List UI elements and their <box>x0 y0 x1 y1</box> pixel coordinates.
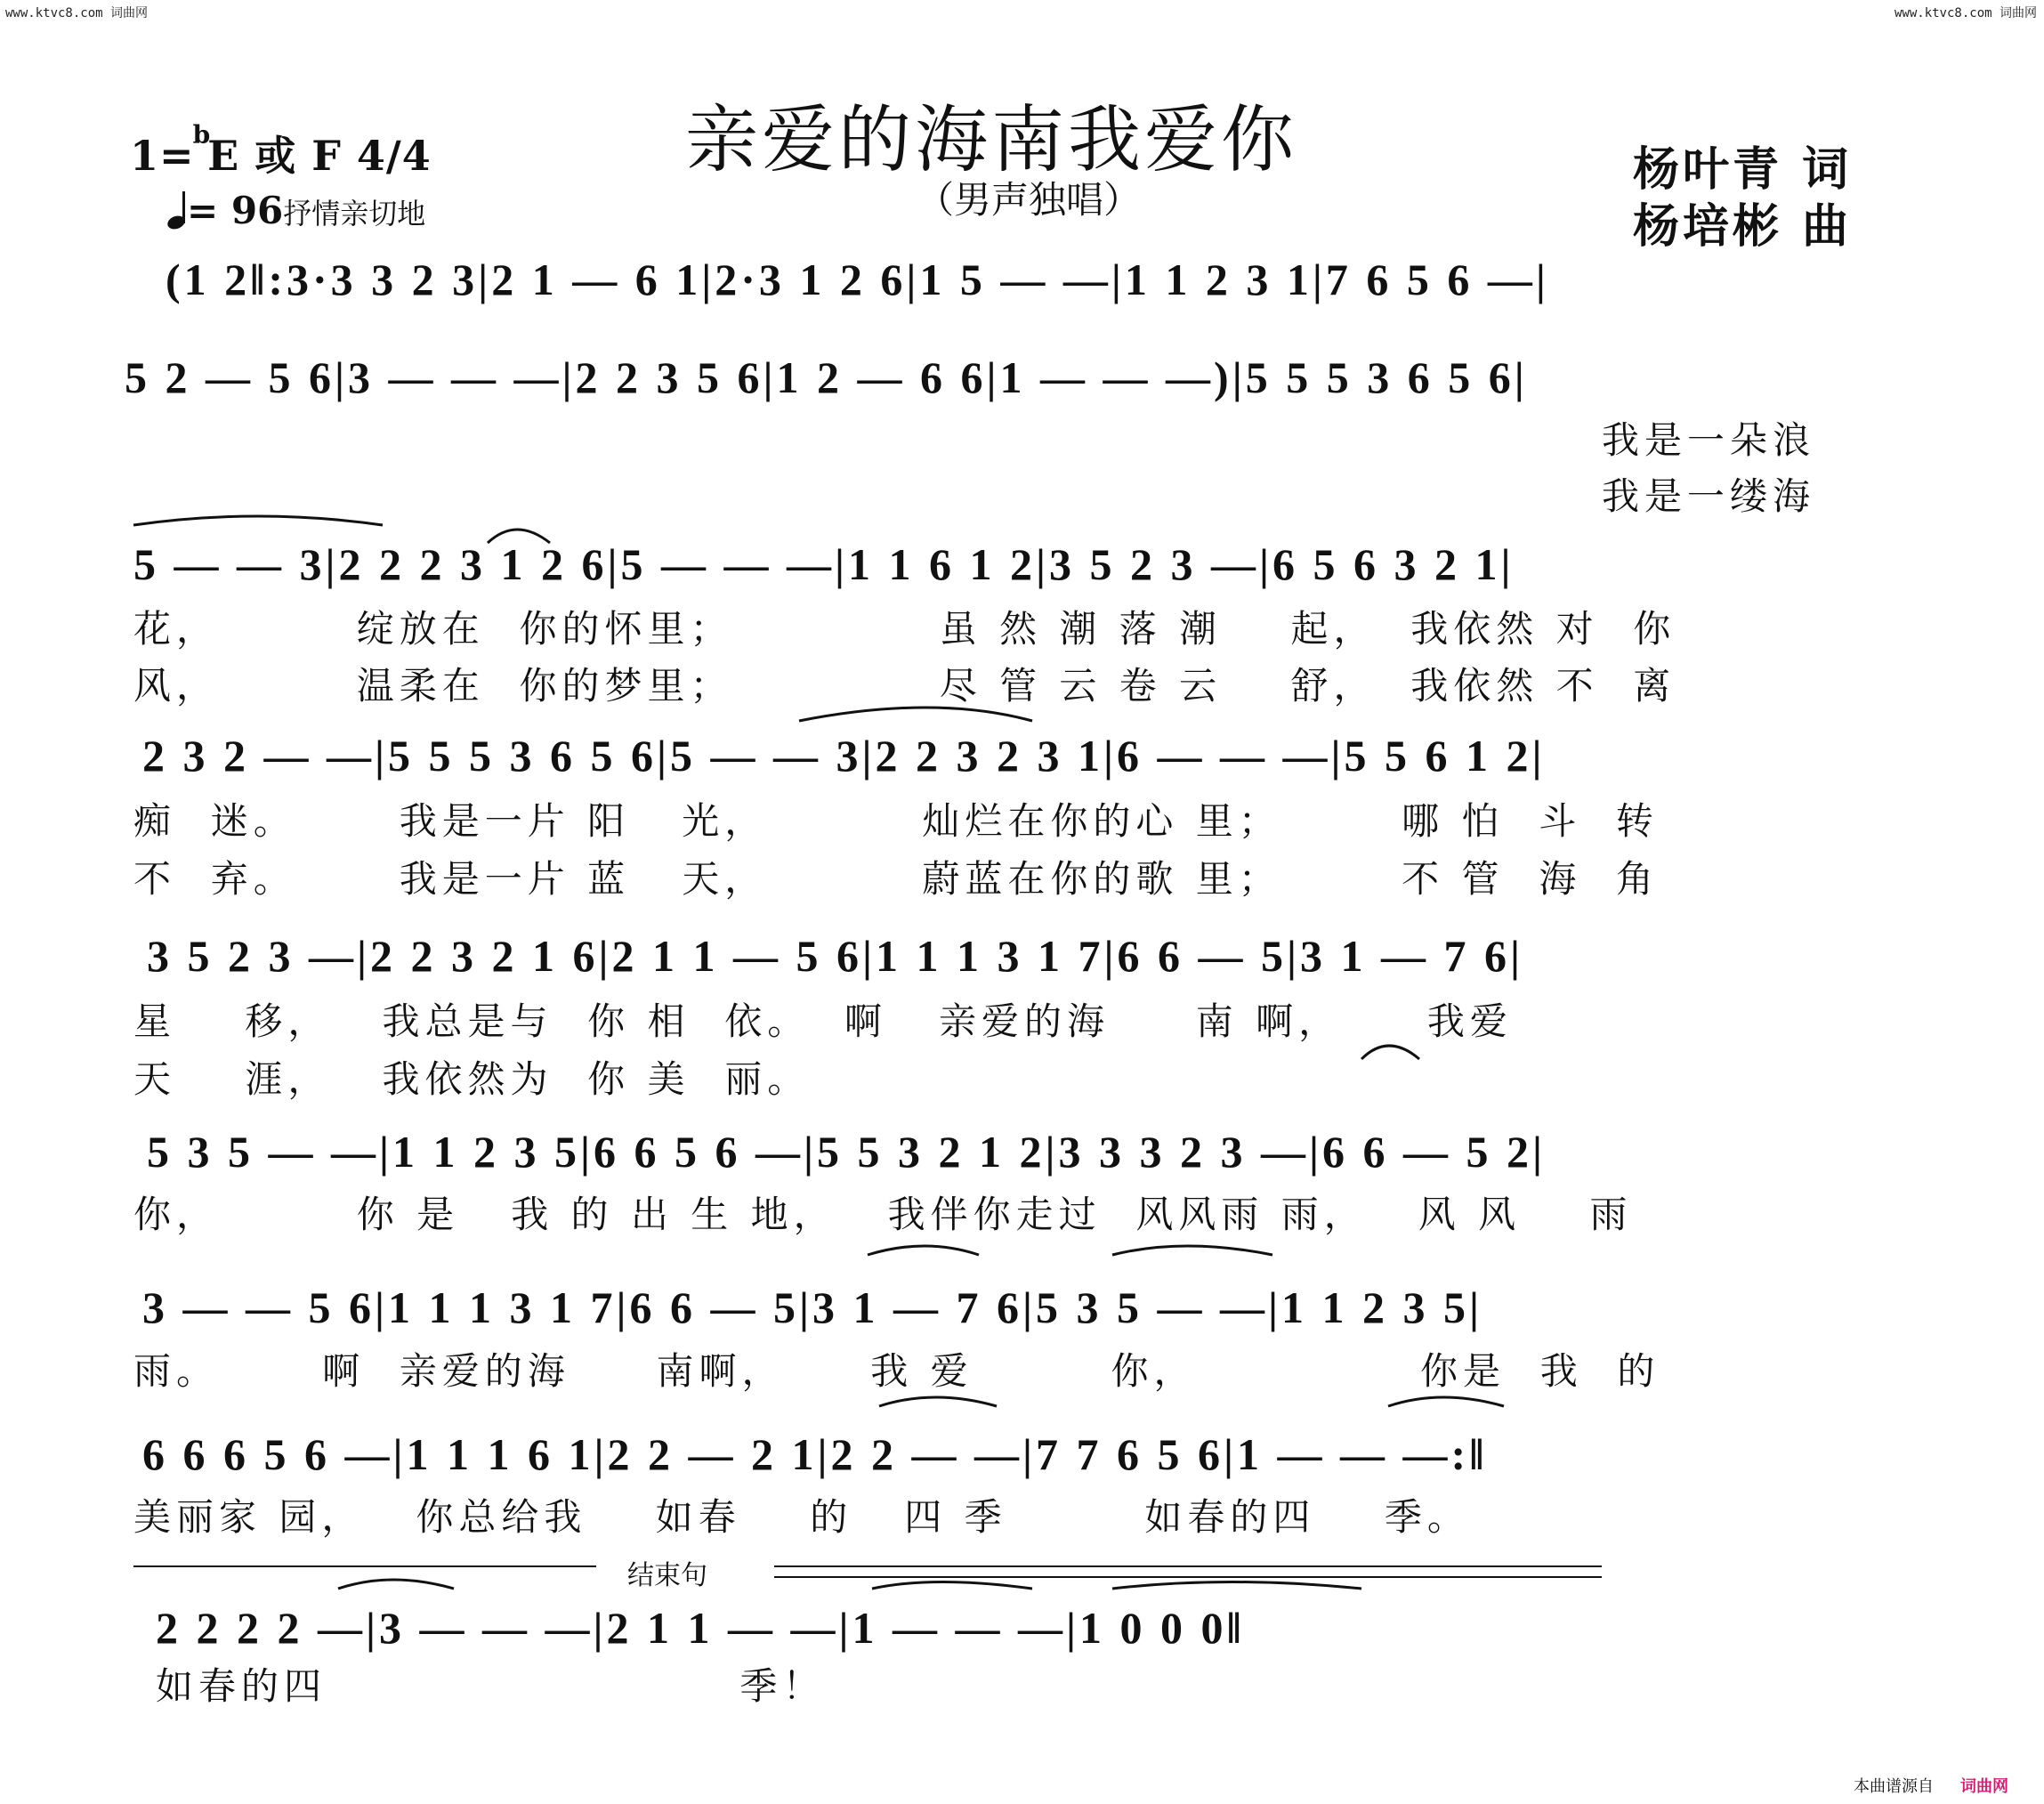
tie-arc <box>868 1246 979 1255</box>
watermark-right: www.ktvc8.com 词曲网 <box>1894 6 2037 20</box>
tie-arc <box>338 1580 454 1589</box>
score-line-1-notes: (1 2‖:3·3 3 2 3|2 1 — 6 1|2·3 1 2 6|1 5 — —|1 1 2 3 1|7 6 5 6 —| <box>166 255 1549 304</box>
slur-marks <box>133 516 1504 1589</box>
tie-arc <box>1112 1246 1272 1255</box>
slur-arc <box>1361 1046 1419 1059</box>
score-line-5-notes: 3 5 2 3 —|2 2 3 2 1 6|2 1 1 — 5 6|1 1 1 3 1 7|6 6 — 5|3 1 — 7 6| <box>147 931 1524 981</box>
ending-bracket <box>133 1566 1602 1577</box>
tie-arc <box>1388 1397 1504 1406</box>
score-line-5-lyric-1: 星 移， 我总是与 你 相 依。 啊 亲爱的海 南 啊， 我爱 <box>133 999 1513 1043</box>
lyricist-credit: 杨叶青 词 <box>1633 143 1853 197</box>
tie-arc <box>879 1397 997 1406</box>
composer-credit: 杨培彬 曲 <box>1633 200 1853 254</box>
tie-arc <box>799 708 1032 721</box>
score-line-6-notes: 5 3 5 — —|1 1 2 3 5|6 6 5 6 —|5 5 3 2 1 2|3 3 3 2 3 —|6 6 — 5 2| <box>147 1127 1547 1177</box>
tempo-description: 抒情亲切地 <box>283 197 426 231</box>
score-line-7-notes: 3 — — 5 6|1 1 1 3 1 7|6 6 — 5|3 1 — 7 6|5 3 5 — —|1 1 2 3 5| <box>142 1282 1483 1332</box>
tempo-value: = 96 <box>187 189 284 232</box>
footer-source: 本曲谱源自 <box>1854 1777 1934 1796</box>
score-line-2-lyric-2: 我是一缕海 <box>1602 474 1816 518</box>
key-prefix: 1= <box>130 132 195 180</box>
score-line-3-lyric-1: 花， 绽放在 你的怀里； 虽 然 潮 落 潮 起， 我依然 对 你 <box>133 607 1676 651</box>
song-title: 亲爱的海南我爱你 <box>685 98 1298 182</box>
score-line-4-lyric-1: 痴 迷。 我是一片 阳 光， 灿烂在你的心 里； 哪 怕 斗 转 <box>133 799 1659 843</box>
score-line-5-lyric-2: 天 涯， 我依然为 你 美 丽。 <box>133 1057 811 1101</box>
score-line-2-lyric-1: 我是一朵浪 <box>1602 418 1816 462</box>
footer-brand[interactable]: 词曲网 <box>1960 1777 2008 1796</box>
score-ending-notes: 2 2 2 2 —|3 — — —|2 1 1 — —|1 — — —|1 0 0 0‖ <box>156 1603 1245 1653</box>
tie-arc <box>133 516 383 525</box>
score-line-8-notes: 6 6 6 5 6 —|1 1 1 6 1|2 2 — 2 1|2 2 — —|7 7 6 5 6|1 — — —:‖ <box>142 1429 1488 1479</box>
score-line-2-notes: 5 2 — 5 6|3 — — —|2 2 3 5 6|1 2 — 6 6|1 — — —)|5 5 5 3 6 5 6| <box>125 352 1528 402</box>
tie-arc <box>1112 1582 1361 1590</box>
score-line-4-lyric-2: 不 弃。 我是一片 蓝 天， 蔚蓝在你的歌 里； 不 管 海 角 <box>133 857 1659 901</box>
score-line-3-notes: 5 — — 3|2 2 2 3 1 2 6|5 — — —|1 1 6 1 2|3 5 2 3 —|6 5 6 3 2 1| <box>133 539 1515 589</box>
ending-label: 结束句 <box>627 1560 707 1591</box>
score-line-3-lyric-2: 风， 温柔在 你的梦里； 尽 管 云 卷 云 舒， 我依然 不 离 <box>133 664 1676 708</box>
watermark-left: www.ktvc8.com 词曲网 <box>5 6 149 20</box>
score-ending-lyric: 如春的四 季！ <box>156 1664 826 1708</box>
score-line-8-lyric-1: 美丽家 园， 你总给我 如春 的 四 季 如春的四 季。 <box>133 1495 1470 1539</box>
slur-arc <box>488 530 550 543</box>
score-line-4-notes: 2 3 2 — —|5 5 5 3 6 5 6|5 — — 3|2 2 3 2 3 1|6 — — —|5 5 6 1 2| <box>142 731 1546 781</box>
song-subtitle: （男声独唱） <box>917 178 1142 222</box>
key-rest: E 或 F 4/4 <box>207 132 432 180</box>
footer-credit <box>1854 1774 2008 1797</box>
score-line-7-lyric-1: 雨。 啊 亲爱的海 南啊， 我 爱 你， 你是 我 的 <box>133 1349 1660 1393</box>
flat-sign: b <box>192 120 212 150</box>
score-line-6-lyric-1: 你， 你 是 我 的 出 生 地， 我伴你走过 风风雨 雨， 风 风 雨 <box>133 1193 1633 1236</box>
tie-arc <box>872 1582 1032 1590</box>
